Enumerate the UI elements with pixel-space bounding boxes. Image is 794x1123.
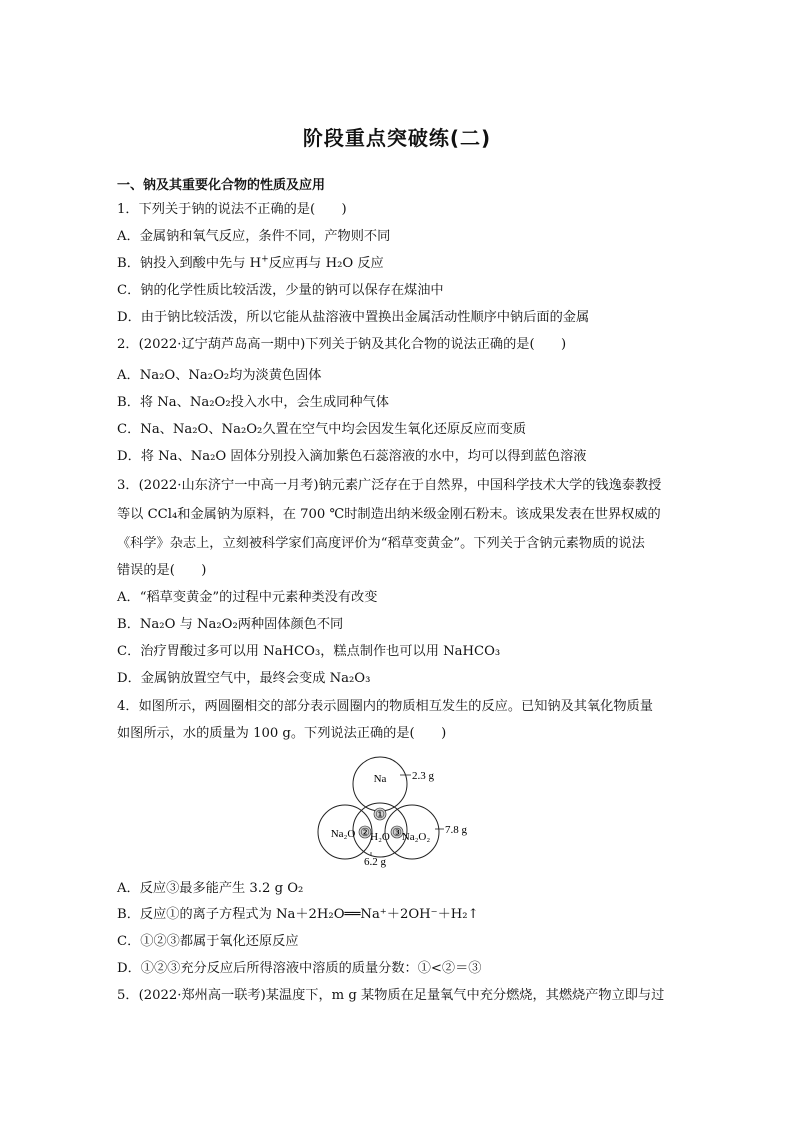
na-label: Na	[373, 773, 387, 785]
q1-option-b-sup: +	[261, 254, 269, 265]
q1-option-b-pre: B．钠投入到酸中先与 H	[117, 256, 262, 271]
q1-option-d: D．由于钠比较活泼，所以它能从盐溶液中置换出金属活动性顺序中钠后面的金属	[117, 310, 590, 325]
q3-stem-line3: 《科学》杂志上，立刻被科学家们高度评价为“稻草变黄金”。下列关于含钠元素物质的说法	[117, 536, 645, 551]
reaction-3-label: ③	[392, 827, 402, 839]
na-mass: 2.3 g	[412, 770, 434, 782]
water-label: H₂O	[370, 831, 390, 843]
section-heading: 一、钠及其重要化合物的性质及应用	[117, 178, 326, 193]
q1-option-b-post: 反应再与 H₂O 反应	[268, 256, 384, 271]
q3-stem-line4: 错误的是( )	[117, 563, 207, 578]
q3-stem-line1: 3．(2022·山东济宁一中高一月考)钠元素广泛存在于自然界，中国科学技术大学的钱逸泰教授	[117, 478, 662, 493]
q3-option-c: C．治疗胃酸过多可以用 NaHCO₃，糕点制作也可以用 NaHCO₃	[117, 644, 501, 659]
q3-option-a: A．“稻草变黄金”的过程中元素种类没有改变	[117, 590, 378, 605]
q4-stem-line2: 如图所示，水的质量为 100 g。下列说法正确的是( )	[117, 726, 447, 741]
q1-option-a: A．金属钠和氧气反应，条件不同，产物则不同	[117, 229, 391, 244]
reaction-venn-diagram	[316, 755, 486, 870]
q2-option-d: D．将 Na、Na₂O 固体分别投入滴加紫色石蕊溶液的水中，均可以得到蓝色溶液	[117, 449, 587, 464]
q4-stem-line1: 4．如图所示，两圆圈相交的部分表示圆圈内的物质相互发生的反应。已知钠及其氧化物质量	[117, 699, 653, 714]
q3-stem-line2: 等以 CCl₄和金属钠为原料，在 700 ℃时制造出纳米级金刚石粉末。该成果发表在世界权威的	[117, 507, 661, 522]
q2-option-b: B．将 Na、Na₂O₂投入水中，会生成同种气体	[117, 395, 389, 410]
q4-option-c: C．①②③都属于氧化还原反应	[117, 934, 299, 949]
q3-option-b: B．Na₂O 与 Na₂O₂两种固体颜色不同	[117, 617, 344, 632]
q2-stem: 2．(2022·辽宁葫芦岛高一期中)下列关于钠及其化合物的说法正确的是( )	[117, 337, 567, 352]
page-title: 阶段重点突破练(二)	[302, 126, 492, 150]
q1-stem: 1．下列关于钠的说法不正确的是( )	[117, 202, 347, 217]
na2o-label: Na₂O	[330, 828, 356, 840]
q3-option-d: D．金属钠放置空气中，最终会变成 Na₂O₃	[117, 671, 371, 686]
q4-option-d: D．①②③充分反应后所得溶液中溶质的质量分数：①<②＝③	[117, 961, 482, 976]
q1-option-b	[117, 255, 384, 273]
q2-option-a: A．Na₂O、Na₂O₂均为淡黄色固体	[117, 368, 322, 383]
na2o2-mass: 7.8 g	[445, 824, 467, 836]
na2o-mass: 6.2 g	[364, 856, 386, 868]
reaction-1-label: ①	[375, 809, 385, 821]
q5-stem-line1: 5．(2022·郑州高一联考)某温度下，m g 某物质在足量氧气中充分燃烧，其燃烧产物立即与过	[117, 988, 665, 1003]
na2o2-label: Na₂O₂	[401, 831, 431, 843]
q1-option-c: C．钠的化学性质比较活泼，少量的钠可以保存在煤油中	[117, 283, 444, 298]
reaction-2-label: ②	[360, 827, 370, 839]
q4-option-b: B．反应①的离子方程式为 Na＋2H₂O══Na⁺＋2OH⁻＋H₂↑	[117, 907, 479, 922]
q2-option-c: C．Na、Na₂O、Na₂O₂久置在空气中均会因发生氧化还原反应而变质	[117, 422, 527, 437]
q4-option-a: A．反应③最多能产生 3.2 g O₂	[117, 881, 304, 896]
